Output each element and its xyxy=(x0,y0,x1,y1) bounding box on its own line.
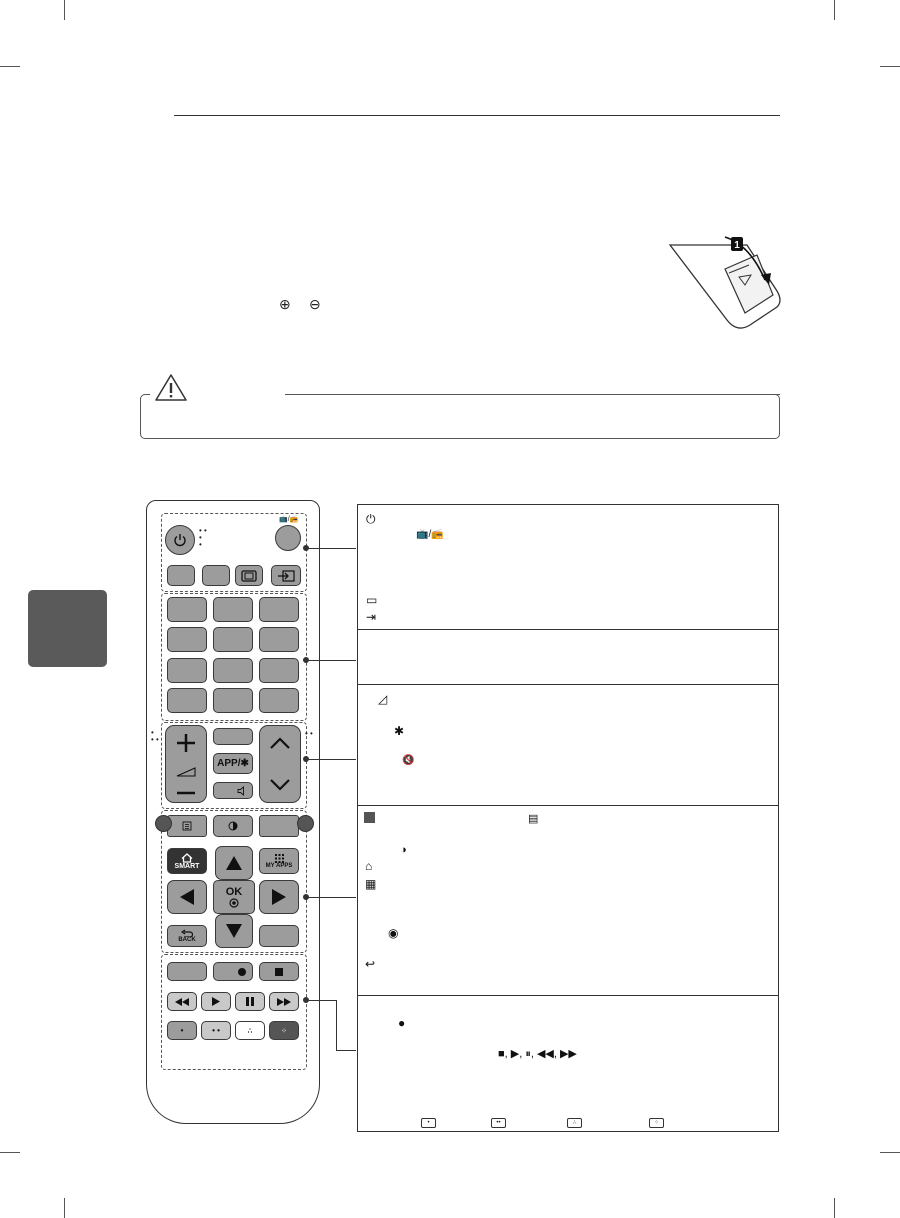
input-icon: ⇥ xyxy=(366,610,377,624)
callout-marker-b xyxy=(297,815,314,832)
playback-icons: ■, ▶, ⏸, ◀◀, ▶▶ xyxy=(498,1048,577,1060)
home-icon xyxy=(181,853,193,863)
number-button-0[interactable] xyxy=(213,688,253,713)
tv-rad-icon: 📺/📻 xyxy=(416,529,444,540)
volume-icon xyxy=(175,766,197,778)
guide-button[interactable] xyxy=(259,925,299,947)
fast-forward-icon xyxy=(277,998,291,1006)
number-button-5[interactable] xyxy=(213,627,253,652)
left-arrow-button[interactable] xyxy=(167,880,207,914)
chevron-down-icon xyxy=(269,778,291,792)
callout-box-volume xyxy=(357,684,779,806)
record-icon: ● xyxy=(398,1016,406,1030)
volume-icon: ◿ xyxy=(378,692,388,706)
red-key-icon: • xyxy=(421,1118,436,1128)
red-button[interactable]: • xyxy=(167,1021,197,1040)
my-apps-icon xyxy=(275,854,284,863)
ok-button[interactable]: OK xyxy=(213,880,255,914)
right-arrow-icon xyxy=(271,888,287,906)
ok-wheel-icon xyxy=(229,898,239,908)
down-arrow-button[interactable] xyxy=(215,914,253,948)
down-arrow-icon xyxy=(225,923,243,939)
home-icon: ⌂ xyxy=(365,859,373,873)
back-button[interactable]: BACK xyxy=(167,925,207,947)
crop-mark xyxy=(880,66,900,67)
chevron-up-icon xyxy=(269,736,291,750)
app-icon: ✱ xyxy=(394,724,405,738)
caution-box xyxy=(140,394,780,439)
number-button-1[interactable] xyxy=(167,597,207,622)
number-button-2[interactable] xyxy=(213,597,253,622)
input-button[interactable] xyxy=(271,565,301,586)
fav-button[interactable] xyxy=(213,728,253,745)
crop-mark xyxy=(0,1152,20,1153)
crop-mark xyxy=(834,1198,835,1218)
leader-line xyxy=(336,1000,337,1050)
number-button-3[interactable] xyxy=(259,597,299,622)
battery-cover-illustration xyxy=(665,225,785,335)
input-icon xyxy=(277,570,295,582)
mute-icon xyxy=(237,786,247,796)
minus-icon xyxy=(175,790,197,796)
q-settings-icon xyxy=(228,821,238,831)
battery-minus-symbol: ⊖ xyxy=(309,296,321,312)
leader-line xyxy=(306,1000,336,1001)
rewind-button[interactable] xyxy=(167,992,197,1011)
volume-rocker[interactable] xyxy=(165,725,207,803)
flashbk-button[interactable] xyxy=(259,688,299,713)
marker-square-icon xyxy=(364,812,375,823)
yellow-button[interactable]: ∴ xyxy=(235,1021,265,1040)
callout-box-playback xyxy=(357,995,779,1132)
remote-control: • • • • 📺/📻 • • • • • APP/✱ SMART MY APPS OK BACK • • • ∴ ⁘ xyxy=(146,500,320,1124)
app-button[interactable]: APP/✱ xyxy=(213,753,253,774)
battery-plus-symbol: ⊕ xyxy=(279,296,291,312)
blue-key-icon: ⁘ xyxy=(649,1118,664,1128)
up-arrow-button[interactable] xyxy=(215,846,253,880)
crop-mark xyxy=(880,1152,900,1153)
leader-line xyxy=(306,897,356,898)
live-tv-button[interactable] xyxy=(167,962,207,981)
smart-home-button[interactable]: SMART xyxy=(167,848,207,874)
record-button[interactable] xyxy=(213,962,253,981)
tv-rad-label: 📺/📻 xyxy=(279,516,299,523)
teletext-icon: ▤ xyxy=(528,813,539,825)
green-button[interactable]: • • xyxy=(201,1021,231,1040)
play-icon xyxy=(212,997,220,1006)
ratio-icon: ▭ xyxy=(366,593,378,607)
svg-text:1: 1 xyxy=(734,240,740,251)
rewind-icon xyxy=(175,998,189,1006)
list-button[interactable] xyxy=(167,688,207,713)
mute-icon: 🔇 xyxy=(402,755,415,766)
callout-box-navigation xyxy=(357,805,779,996)
leader-line xyxy=(306,660,356,661)
yellow-key-icon: ∴ xyxy=(567,1118,582,1128)
number-button-8[interactable] xyxy=(213,658,253,683)
power-icon: ⏻ xyxy=(366,512,376,526)
q-settings-icon: ◑ xyxy=(400,844,407,856)
pause-button[interactable] xyxy=(235,992,265,1011)
warning-triangle-icon xyxy=(154,373,188,402)
subtitle-button[interactable] xyxy=(167,565,195,586)
callout-box-number xyxy=(357,629,779,685)
leader-line xyxy=(336,1050,356,1051)
av-mode-button[interactable] xyxy=(202,565,230,586)
crop-mark xyxy=(64,0,65,20)
play-button[interactable] xyxy=(201,992,231,1011)
teletext-button[interactable] xyxy=(167,815,207,837)
my-apps-icon: ▦ xyxy=(365,877,377,891)
back-icon: ↩ xyxy=(365,957,376,971)
channel-rocker[interactable] xyxy=(259,725,301,803)
number-button-4[interactable] xyxy=(167,627,207,652)
left-arrow-icon xyxy=(179,888,195,906)
back-icon xyxy=(181,929,193,937)
teletext-icon xyxy=(182,821,192,831)
crop-mark xyxy=(834,0,835,20)
callout-marker-a xyxy=(155,815,172,832)
callout-box-power xyxy=(357,504,779,630)
number-button-6[interactable] xyxy=(259,627,299,652)
stop-button[interactable] xyxy=(259,962,299,981)
green-key-icon: •• xyxy=(491,1118,506,1128)
q-settings-button[interactable] xyxy=(213,815,253,837)
crop-mark xyxy=(0,66,20,67)
number-button-9[interactable] xyxy=(259,658,299,683)
power-icon xyxy=(173,533,187,547)
stop-icon xyxy=(274,967,284,977)
crop-mark xyxy=(64,1198,65,1218)
number-button-7[interactable] xyxy=(167,658,207,683)
t-opt-button[interactable] xyxy=(259,815,299,837)
fast-forward-button[interactable] xyxy=(269,992,299,1011)
right-arrow-button[interactable] xyxy=(259,880,299,914)
plus-icon xyxy=(175,732,197,754)
up-arrow-icon xyxy=(225,855,243,871)
mute-button[interactable] xyxy=(213,782,253,799)
blue-button[interactable]: ⁘ xyxy=(269,1021,299,1040)
section-side-tab xyxy=(28,590,107,667)
power-button[interactable] xyxy=(165,525,195,555)
ratio-icon xyxy=(241,570,257,582)
record-icon xyxy=(237,967,247,977)
my-apps-button[interactable]: MY APPS xyxy=(259,848,299,874)
ok-wheel-icon: ◉ xyxy=(388,926,399,940)
pause-icon xyxy=(246,997,254,1006)
tv-rad-button[interactable] xyxy=(275,525,301,551)
header-rule xyxy=(174,115,780,116)
leader-line xyxy=(306,548,356,549)
leader-line xyxy=(306,759,356,760)
ratio-button[interactable] xyxy=(235,565,263,586)
